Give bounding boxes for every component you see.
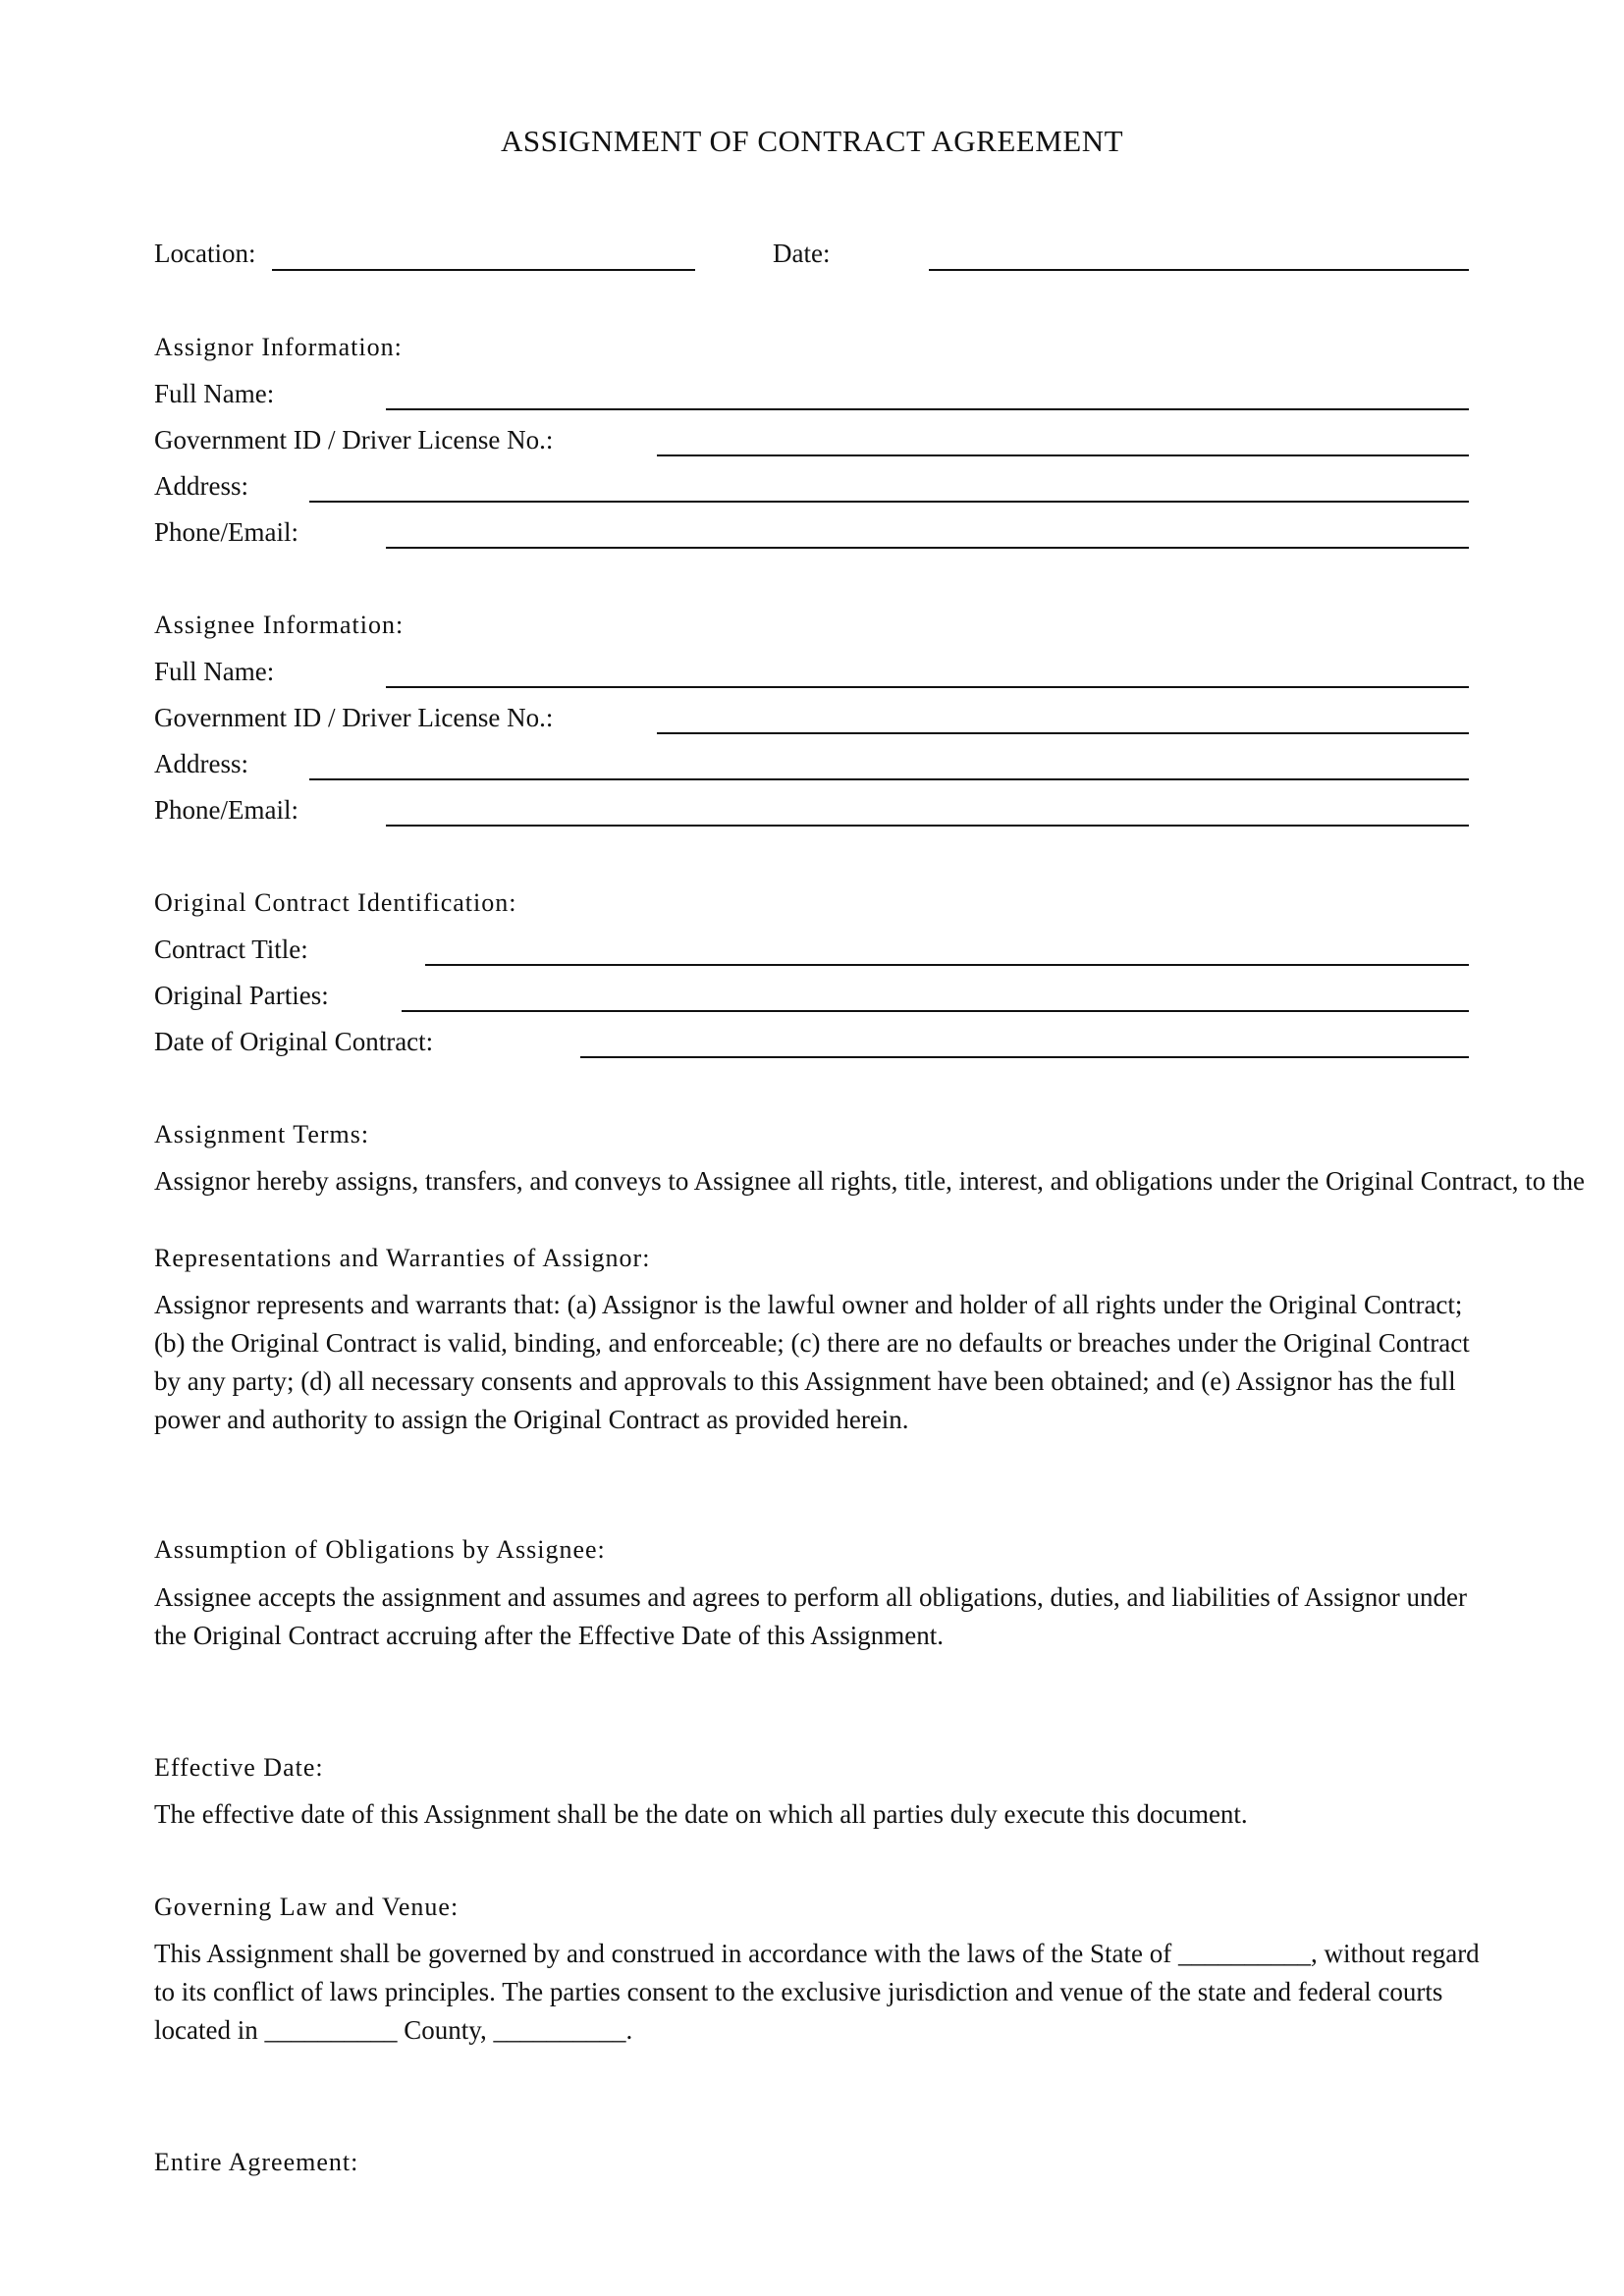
- assignee-phone-label: Phone/Email:: [154, 795, 298, 825]
- assignee-gov-id-label: Government ID / Driver License No.:: [154, 703, 554, 732]
- assignment-terms-heading: Assignment Terms:: [154, 1120, 370, 1148]
- assumption-heading: Assumption of Obligations by Assignee:: [154, 1535, 606, 1564]
- assignor-full-name-label: Full Name:: [154, 379, 275, 408]
- location-field-line[interactable]: [272, 269, 695, 271]
- governing-law-heading: Governing Law and Venue:: [154, 1893, 460, 1921]
- assignor-address-line[interactable]: [309, 501, 1469, 503]
- assignor-gov-id-line[interactable]: [657, 454, 1469, 456]
- original-date-label: Date of Original Contract:: [154, 1027, 434, 1056]
- assignor-phone-label: Phone/Email:: [154, 517, 298, 547]
- original-date-line[interactable]: [580, 1056, 1469, 1058]
- date-field-line[interactable]: [929, 269, 1469, 271]
- entire-agreement-heading: Entire Agreement:: [154, 2148, 359, 2176]
- assignee-full-name-line[interactable]: [386, 686, 1469, 688]
- assignor-address-label: Address:: [154, 471, 248, 501]
- effective-date-heading: Effective Date:: [154, 1753, 324, 1782]
- assignor-heading: Assignor Information:: [154, 333, 403, 361]
- assumption-text: Assignee accepts the assignment and assumes and agrees to perform all obligations, duties, and liabilities of Assignor under the Original Contract accruing after the Effective Date of this Assignment.: [154, 1582, 1467, 1650]
- original-parties-line[interactable]: [402, 1010, 1469, 1012]
- date-label: Date:: [773, 239, 831, 268]
- assignee-address-line[interactable]: [309, 778, 1469, 780]
- governing-law-text: This Assignment shall be governed by and construed in accordance with the laws of the State of __________, without regard to its conflict of laws principles. The parties consent to the exclusive jurisdiction and venue of the state and federal courts located in __________ County, __________.: [154, 1939, 1480, 2045]
- location-label: Location:: [154, 239, 256, 268]
- assignee-address-label: Address:: [154, 749, 248, 778]
- contract-title-label: Contract Title:: [154, 934, 308, 964]
- original-parties-label: Original Parties:: [154, 981, 329, 1010]
- original-contract-heading: Original Contract Identification:: [154, 888, 517, 917]
- assignor-full-name-line[interactable]: [386, 408, 1469, 410]
- assignee-full-name-label: Full Name:: [154, 657, 275, 686]
- assignee-gov-id-line[interactable]: [657, 732, 1469, 734]
- representations-heading: Representations and Warranties of Assignor:: [154, 1244, 651, 1272]
- contract-title-line[interactable]: [425, 964, 1469, 966]
- assignee-heading: Assignee Information:: [154, 611, 405, 639]
- representations-text: Assignor represents and warrants that: (a) Assignor is the lawful owner and holder of all rights under the Original Contract; (b) the Original Contract is valid, binding, and enforceable; (c) there are no defaults or breaches under the Original Contract by any party; (d) all necessary consents and approvals to this Assignment have been obtained; and (e) Assignor has the full power and authority to assign the Original Contract as provided herein.: [154, 1290, 1470, 1434]
- assignor-gov-id-label: Government ID / Driver License No.:: [154, 425, 554, 454]
- effective-date-text: The effective date of this Assignment shall be the date on which all parties duly execute this document.: [154, 1799, 1248, 1829]
- document-title: ASSIGNMENT OF CONTRACT AGREEMENT: [500, 124, 1124, 158]
- assignee-phone-line[interactable]: [386, 825, 1469, 827]
- assignor-phone-line[interactable]: [386, 547, 1469, 549]
- assignment-terms-text: Assignor hereby assigns, transfers, and conveys to Assignee all rights, title, interest, and obligations under the Original Contract, to the: [154, 1166, 1585, 1196]
